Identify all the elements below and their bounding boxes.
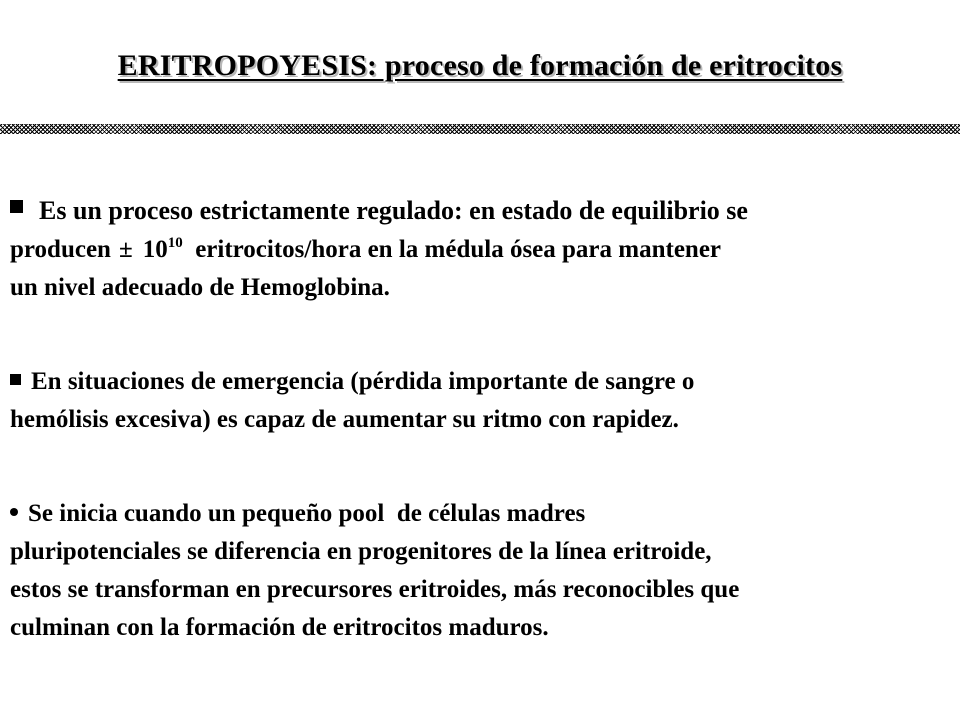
paragraph-line <box>10 571 954 609</box>
paragraph-line <box>10 495 954 533</box>
paragraph-text: un nivel adecuado de Hemoglobina. <box>10 274 390 301</box>
square-bullet-icon <box>10 200 23 213</box>
paragraph-text: hemólisis excesiva) es capaz de aumentar su ritmo con rapidez. <box>10 406 679 433</box>
paragraph-text: Se inicia cuando un pequeño pool de células madres <box>28 500 586 527</box>
plus-minus-symbol: ± <box>118 236 133 263</box>
paragraph-line <box>10 533 954 571</box>
paragraph-text: pluripotenciales se diferencia en progenitores de la línea eritroide, <box>10 538 712 565</box>
paragraph-line <box>10 363 954 401</box>
paragraph-text: estos se transforman en precursores eritroides, más reconocibles que <box>10 576 740 603</box>
paragraph-line <box>10 192 954 231</box>
square-bullet-icon <box>10 374 21 385</box>
paragraph-line <box>10 231 954 269</box>
paragraph-line <box>10 269 954 307</box>
paragraph-emergency <box>10 363 954 439</box>
dot-bullet-icon <box>10 508 18 516</box>
power-base: 10 <box>142 236 168 263</box>
paragraph-line <box>10 401 954 439</box>
title-divider <box>0 124 960 134</box>
power-exponent: 10 <box>167 235 183 251</box>
paragraph-text: eritrocitos/hora en la médula ósea para mantener <box>195 236 722 263</box>
slide-title: ERITROPOYESIS: proceso de formación de eritrocitos <box>117 49 843 82</box>
paragraph-text: producen <box>10 236 111 263</box>
paragraph-line <box>10 609 954 647</box>
paragraph-text: culminan con la formación de eritrocitos maduros. <box>10 614 549 641</box>
paragraph-regulation <box>10 192 954 307</box>
paragraph-text: En situaciones de emergencia (pérdida importante de sangre o <box>31 368 695 395</box>
paragraph-text: Es un proceso estrictamente regulado: en estado de equilibrio se <box>39 196 748 225</box>
paragraph-initiation <box>10 495 954 647</box>
